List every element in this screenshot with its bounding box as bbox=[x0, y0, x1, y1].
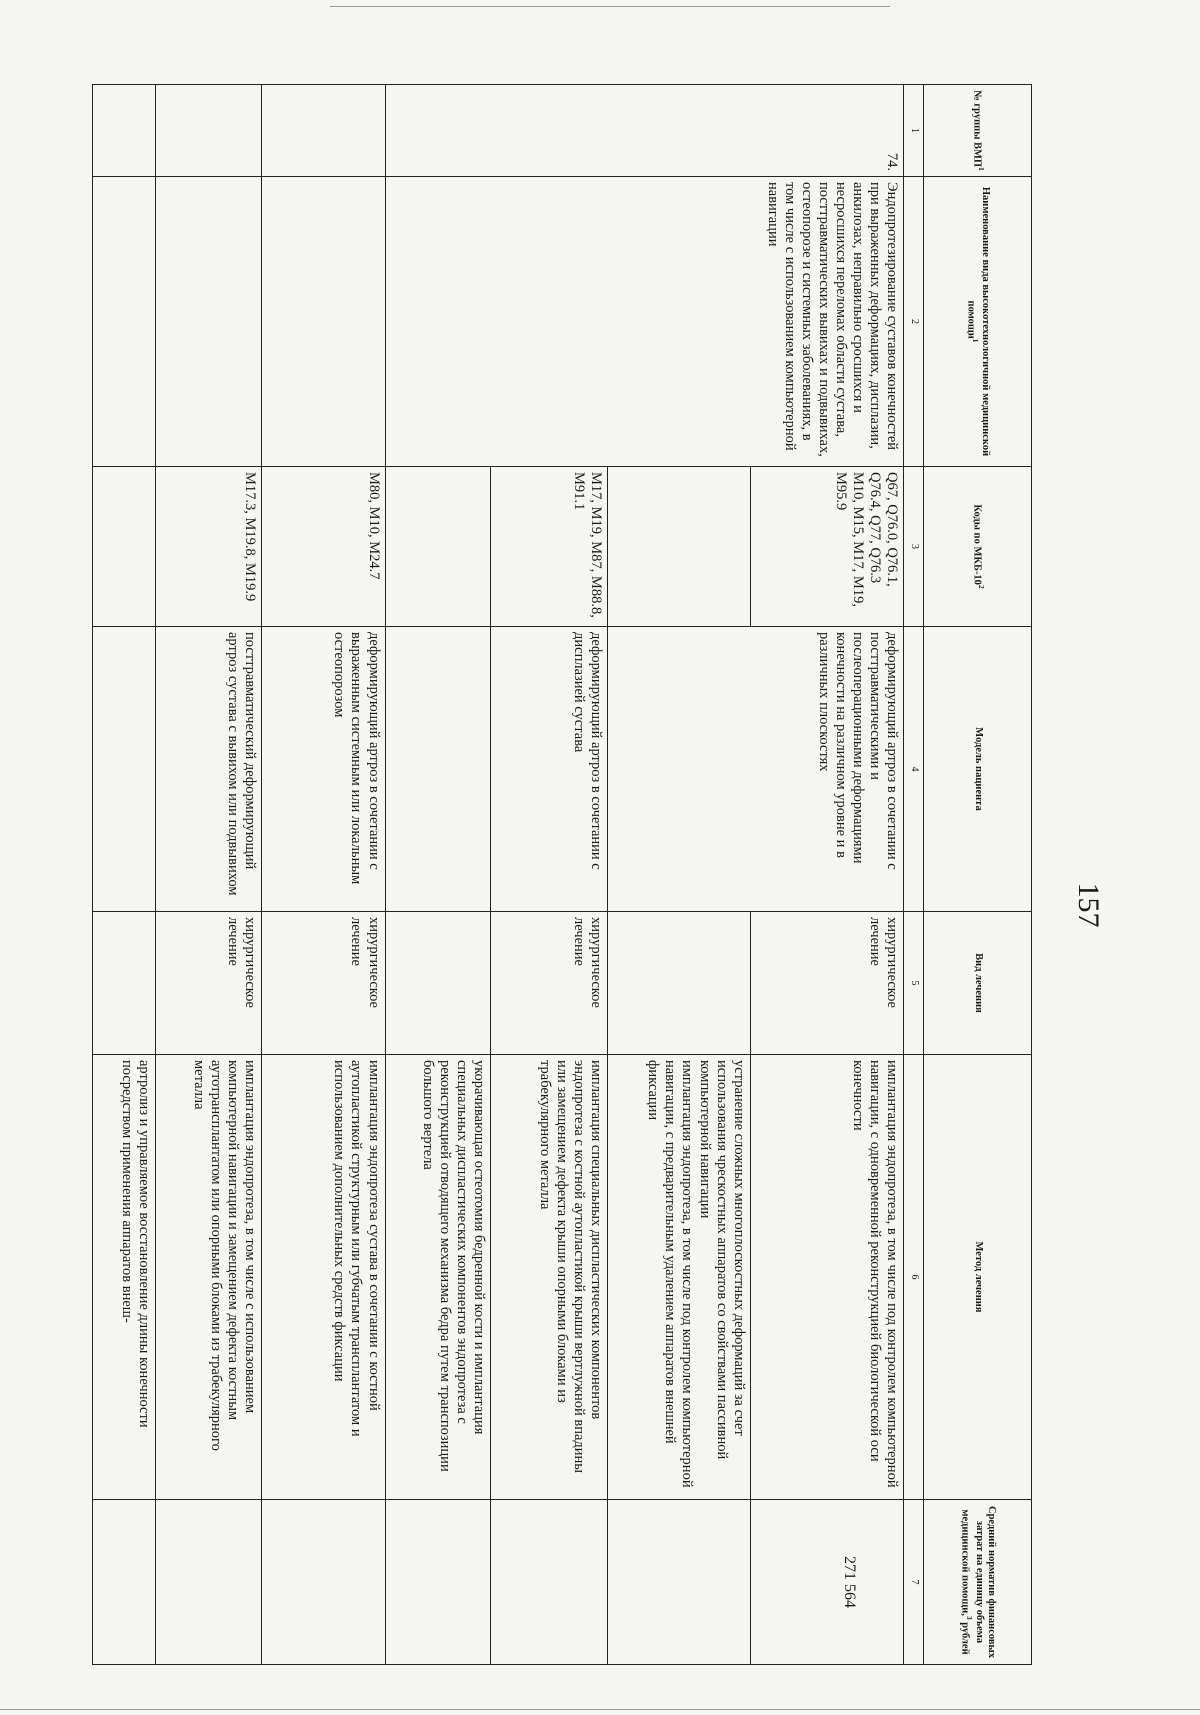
icd-codes-cell bbox=[385, 467, 490, 627]
care-type-name-cell bbox=[93, 177, 156, 467]
treatment-method-cell: имплантация эндопротеза, в том числе под контролем компьютерной навигации, с одновременной реконструкцией биологической оси конечности bbox=[750, 1055, 904, 1500]
treatment-type-cell bbox=[385, 912, 490, 1055]
icd-codes-cell: M17, M19, M87, M88.8, M91.1 bbox=[490, 467, 608, 627]
treatment-type-cell bbox=[93, 912, 156, 1055]
treatment-method-cell: артролиз и управляемое восстановление длины конечности посредством применения аппаратов внеш- bbox=[93, 1055, 156, 1500]
patient-model-cell bbox=[385, 627, 490, 912]
care-type-name-cell: Эндопротезирование суставов конечностей при выраженных деформациях, дисплазии, анкилозах, неправильно сросшихся и несросшихся переломах области сустава, посттравматических вывихах и подвывихах, остеопорозе и системных заболеваниях, в том числе с использованием компьютерной навигации bbox=[385, 177, 904, 467]
header-treatment-type: Вид лечения bbox=[924, 912, 1032, 1055]
treatment-type-cell: хирургическое лечение bbox=[262, 912, 385, 1055]
header-group-number: № группы ВМП$^1$ bbox=[924, 85, 1032, 177]
column-number: 2 bbox=[904, 177, 924, 467]
treatment-method-cell: укорачивающая остеотомия бедренной кости и имплантация специальных диспластических компонентов эндопротеза с реконструкцией отводящего механизма бедра путем транспозиции большого вертела bbox=[385, 1055, 490, 1500]
patient-model-cell bbox=[93, 627, 156, 912]
scan-edge-top bbox=[330, 6, 890, 7]
table-row bbox=[262, 85, 385, 1665]
average-cost-cell bbox=[262, 1500, 385, 1665]
header-average-cost: Средний норматив финансовых затрат на единицу объема медицинской помощи,$^3$ рублей bbox=[924, 1500, 1032, 1665]
icd-codes-cell: M17.3, M19.8, M19.9 bbox=[155, 467, 261, 627]
column-number: 5 bbox=[904, 912, 924, 1055]
header-patient-model: Модель пациента bbox=[924, 627, 1032, 912]
header-care-type-name: Наименование вида высокотехнологичной медицинской помощи$^1$ bbox=[924, 177, 1032, 467]
average-cost-cell bbox=[490, 1500, 608, 1665]
group-number-cell bbox=[262, 85, 385, 177]
table-row bbox=[155, 85, 261, 1665]
column-number: 7 bbox=[904, 1500, 924, 1665]
vmp-table-container bbox=[92, 84, 1032, 1664]
column-number: 1 bbox=[904, 85, 924, 177]
patient-model-cell: деформирующий артроз в сочетании с выраженным системным или локальным остеопорозом bbox=[262, 627, 385, 912]
icd-codes-cell bbox=[93, 467, 156, 627]
vmp-table bbox=[92, 84, 1032, 1665]
patient-model-cell: деформирующий артроз в сочетании с посттравматическими и послеоперационными деформациями конечности на различном уровне и в различных плоскостях bbox=[608, 627, 904, 912]
column-number: 4 bbox=[904, 627, 924, 912]
scan-edge-bottom bbox=[0, 1709, 1200, 1710]
treatment-method-cell: устранение сложных многоплоскостных деформаций за счет использования чрескостных аппаратов со свойствами пассивной компьютерной навигации имплантация эндопротеза, в том числе под контролем компьютерной навигации, с предварительным удалением аппаратов внешней фиксации bbox=[608, 1055, 750, 1500]
average-cost-cell bbox=[93, 1500, 156, 1665]
column-number-row bbox=[904, 85, 924, 1665]
column-number: 6 bbox=[904, 1055, 924, 1500]
page-number: 157 bbox=[1072, 882, 1105, 928]
table-row bbox=[750, 85, 904, 1665]
group-number-cell bbox=[155, 85, 261, 177]
header-icd-codes: Коды по МКБ-$10^2$ bbox=[924, 467, 1032, 627]
treatment-type-cell: хирургическое лечение bbox=[750, 912, 904, 1055]
header-treatment-method: Метод лечения bbox=[924, 1055, 1032, 1500]
column-number: 3 bbox=[904, 467, 924, 627]
average-cost-cell bbox=[608, 1500, 750, 1665]
group-number-cell: 74. bbox=[385, 85, 904, 177]
treatment-method-cell: имплантация эндопротеза, в том числе с использованием компьютерной навигации и замещением дефекта костным аутотрансплантатом или опорными блоками из трабекулярного металла bbox=[155, 1055, 261, 1500]
treatment-method-cell: имплантация эндопротеза сустава в сочетании с костной аутопластикой структурным или губчатым трансплантатом и использованием дополнительных средств фиксации bbox=[262, 1055, 385, 1500]
header-row bbox=[924, 85, 1032, 1665]
icd-codes-cell: Q67, Q76.0, Q76.1, Q76.4, Q77, Q76.3 M10, M15, M17, M19, M95.9 bbox=[750, 467, 904, 627]
average-cost-cell: 271 564 bbox=[750, 1500, 904, 1665]
treatment-method-cell: имплантация специальных диспластических компонентов эндопротеза с костной аутопластикой крыши вертлужной впадины или замещением дефекта крыши опорными блоками из трабекулярного металла bbox=[490, 1055, 608, 1500]
table-row bbox=[93, 85, 156, 1665]
treatment-type-cell: хирургическое лечение bbox=[490, 912, 608, 1055]
patient-model-cell: деформирующий артроз в сочетании с дисплазией сустава bbox=[490, 627, 608, 912]
care-type-name-cell bbox=[155, 177, 261, 467]
average-cost-cell bbox=[385, 1500, 490, 1665]
treatment-type-cell bbox=[608, 912, 750, 1055]
treatment-type-cell: хирургическое лечение bbox=[155, 912, 261, 1055]
patient-model-cell: посттравматический деформирующий артроз сустава с вывихом или подвывихом bbox=[155, 627, 261, 912]
icd-codes-cell: M80, M10, M24.7 bbox=[262, 467, 385, 627]
average-cost-cell bbox=[155, 1500, 261, 1665]
care-type-name-cell bbox=[262, 177, 385, 467]
group-number-cell bbox=[93, 85, 156, 177]
icd-codes-cell bbox=[608, 467, 750, 627]
